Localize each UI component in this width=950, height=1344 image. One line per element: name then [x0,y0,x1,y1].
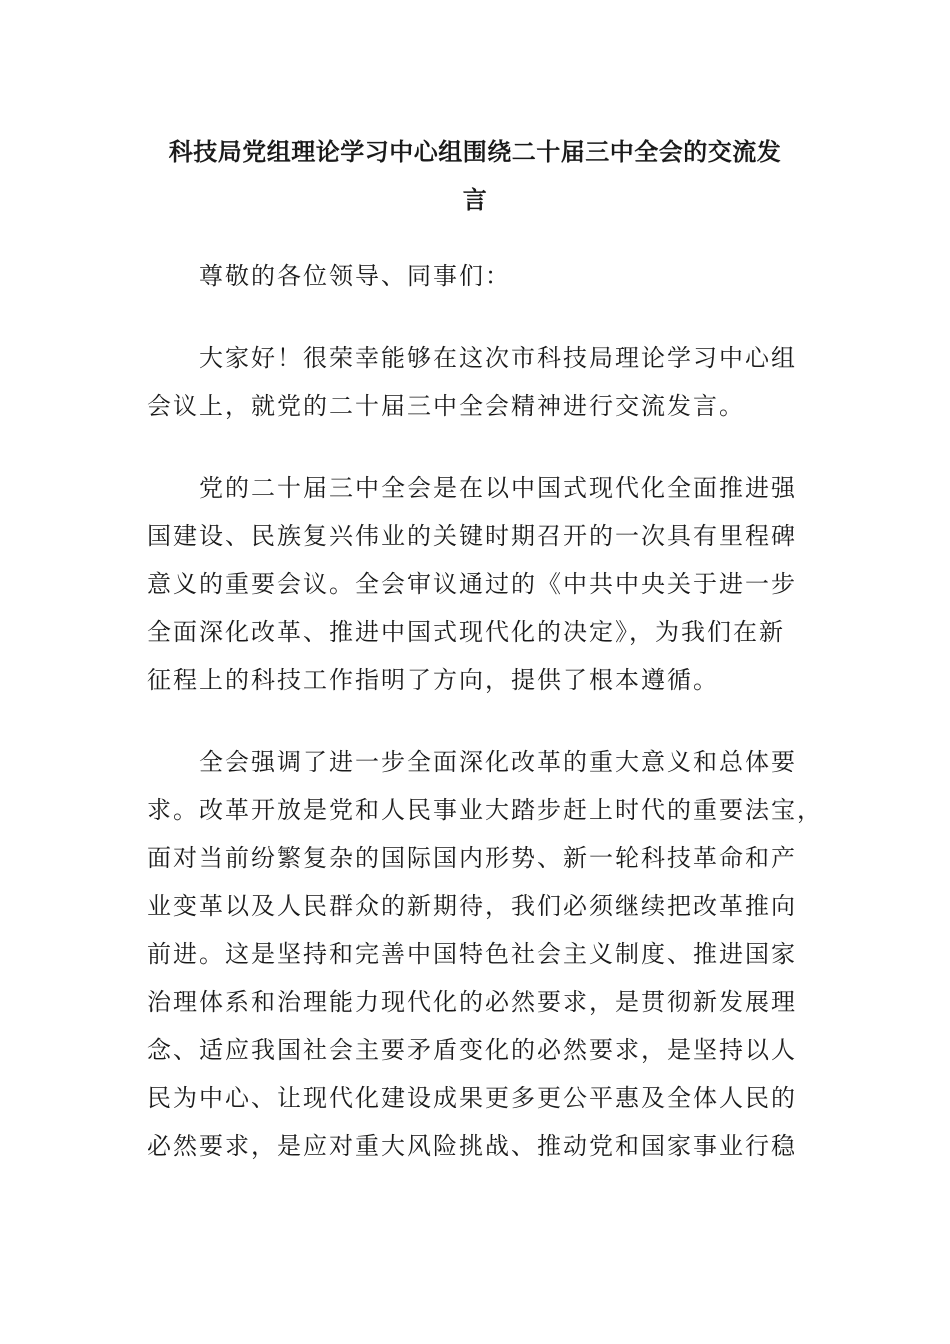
text-line: 求。改革开放是党和人民事业大踏步赶上时代的重要法宝， [147,796,823,824]
text-line: 意义的重要会议。全会审议通过的《中共中央关于进一步 [147,570,797,598]
salutation-paragraph [147,252,807,300]
text-line: 业变革以及人民群众的新期待，我们必须继续把改革推向 [147,892,797,920]
reform-paragraph [147,738,823,1170]
text-line: 征程上的科技工作指明了方向，提供了根本遵循。 [147,666,719,694]
text-line: 前进。这是坚持和完善中国特色社会主义制度、推进国家 [147,940,797,968]
greeting-paragraph [147,334,807,430]
document-body [147,252,823,1204]
text-line: 治理体系和治理能力现代化的必然要求，是贯彻新发展理 [147,988,797,1016]
text-line: 大家好！很荣幸能够在这次市科技局理论学习中心组 [199,344,797,372]
text-line: 民为中心、让现代化建设成果更多更公平惠及全体人民的 [147,1084,797,1112]
text-line: 全面深化改革、推进中国式现代化的决定》，为我们在新 [147,618,785,646]
text-line: 会议上，就党的二十届三中全会精神进行交流发言。 [147,392,745,420]
document-title [140,128,810,224]
text-line: 必然要求，是应对重大风险挑战、推动党和国家事业行稳 [147,1132,797,1160]
text-line: 念、适应我国社会主要矛盾变化的必然要求，是坚持以人 [147,1036,797,1064]
title-line: 科技局党组理论学习中心组围绕二十届三中全会的交流发 [168,138,782,166]
text-line: 全会强调了进一步全面深化改革的重大意义和总体要 [199,748,797,776]
text-line: 面对当前纷繁复杂的国际国内形势、新一轮科技革命和产 [147,844,797,872]
title-line: 言 [462,186,488,214]
text-line: 国建设、民族复兴伟业的关键时期召开的一次具有里程碑 [147,522,797,550]
text-line: 党的二十届三中全会是在以中国式现代化全面推进强 [199,474,797,502]
intro-paragraph [147,464,807,704]
text-line: 尊敬的各位领导、同事们： [199,262,511,290]
